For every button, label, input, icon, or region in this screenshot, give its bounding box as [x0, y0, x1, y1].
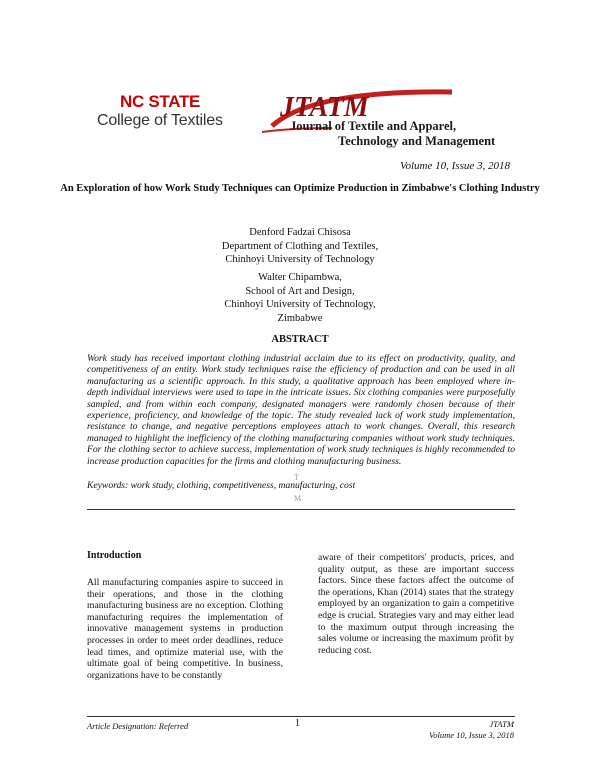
abstract-heading: ABSTRACT: [271, 334, 329, 345]
author-affiliation-line: Chinhoyi University of Technology: [225, 254, 375, 265]
author-block-2: [100, 271, 500, 325]
author-name: Walter Chipambwa,: [258, 272, 342, 283]
jtatm-logo-text: JTATM: [280, 92, 369, 123]
author-affiliation-line: Chinhoyi University of Technology,: [224, 299, 376, 310]
journal-name-line1: Journal of Textile and Apparel,: [290, 119, 457, 133]
footer-journal-info: [429, 719, 514, 741]
keywords: Keywords: work study, clothing, competitiveness, manufacturing, cost: [87, 480, 356, 491]
author-affiliation-line: School of Art and Design,: [245, 285, 355, 297]
footer-article-designation: Article Designation: Referred: [87, 721, 189, 731]
ncstate-logo-subtitle: College of Textiles: [97, 112, 223, 129]
volume-issue: Volume 10, Issue 3, 2018: [400, 160, 510, 172]
page-number: 1: [295, 718, 300, 729]
author-name: Denford Fadzai Chisosa: [249, 227, 351, 238]
introduction-right-column: aware of their competitors' products, prices, and quality output, as these are important success factors. Since these factors affect the outcome of the operations, Khan (2014) states that the strategy employed by an organization to gain a competitive edge is crucial. Strategies vary and may either lead to the maximum output through increasing the sales volume or increasing the maximum profit by reducing cost.: [318, 552, 514, 656]
footer-volume: Volume 10, Issue 3, 2018: [429, 730, 514, 740]
footer-divider: [87, 716, 515, 717]
ncstate-logo-title: NC STATE: [120, 92, 201, 111]
abstract-body: Work study has received important clothing industrial acclaim due to its effect on productivity, quality, and competitiveness of an entity. Work study techniques raise the efficiency of production and can be used in all manufacturing as a scientific approach. In this study, a qualitative approach has been employed where in-depth individual interviews were used to tape in the intricate issues. Six clothing companies were purposefully sampled, and from within each company, designated managers were randomly chosen because of their experience, proficiency, and knowledge of the topic. The study revealed lack of work study implementation, resistance to change, and negative perceptions employees attach to work changes. Overall, this research managed to highlight the inefficiency of the clothing manufacturing companies without work study techniques. For the clothing sector to achieve success, implementation of work study techniques is highly recommended to increase production capacities for the firms and clothing manufacturing business.: [87, 353, 515, 467]
author-block-1: [100, 226, 500, 267]
author-affiliation-line: Zimbabwe: [277, 312, 323, 324]
margin-mark-m: M: [294, 494, 302, 503]
section-divider: [87, 509, 515, 510]
author-affiliation-line: Department of Clothing and Textiles,: [221, 240, 379, 252]
paper-title: An Exploration of how Work Study Techniques can Optimize Production in Zimbabwe's Clothing Industry: [60, 183, 540, 194]
introduction-left-column: All manufacturing companies aspire to succeed in their operations, and those in the clothing manufacturing business are no exception. Clothing manufacturing requires the implementation of innovative management systems in production processes in order to meet order deadlines, reduce lead times, and optimize material use, with the ultimate goal of being competitive. In business, organizations have to be constantly: [87, 577, 283, 681]
journal-name-line2: Technology and Management: [338, 134, 496, 148]
introduction-heading: Introduction: [87, 550, 142, 561]
footer-journal-name: JTATM: [489, 719, 514, 729]
margin-mark-t: T: [294, 473, 299, 482]
